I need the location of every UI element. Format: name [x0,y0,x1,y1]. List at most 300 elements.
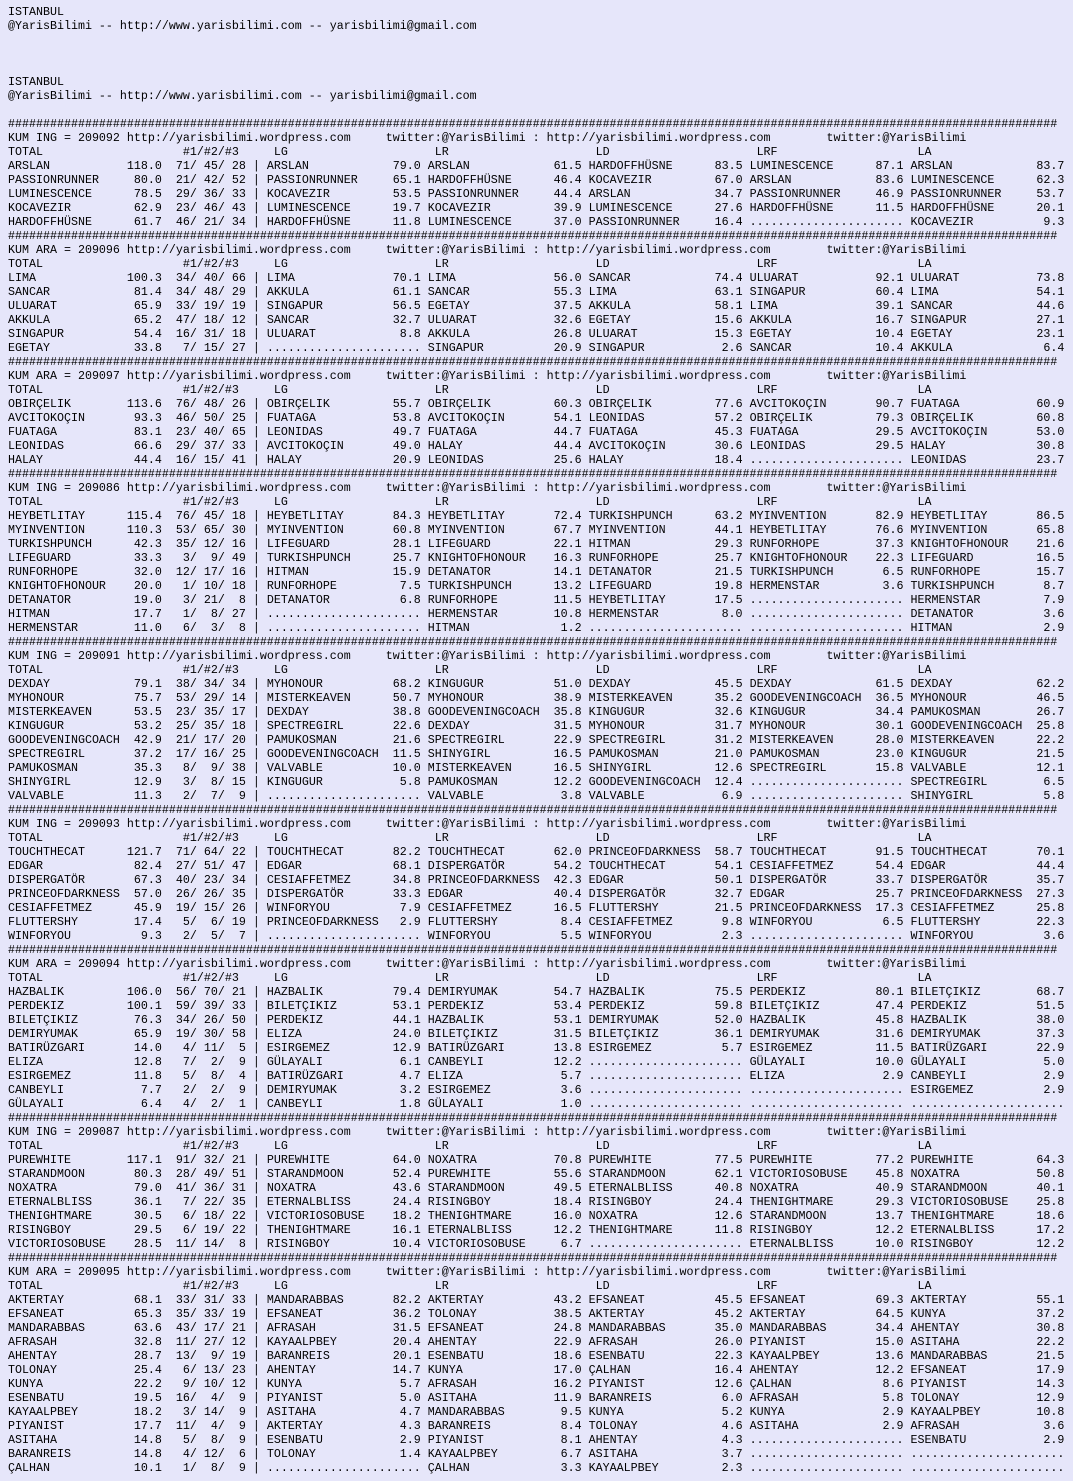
table-row [8,551,1064,565]
horse-name: TURKISHPUNCH [8,537,120,551]
spacing [421,1335,428,1349]
lrf-horse-name: TURKISHPUNCH [749,565,862,579]
table-row [8,173,1064,187]
twitter-handle: twitter:@YarisBilimi [385,649,526,663]
lr-horse-name: TOUCHTHECAT [427,845,540,859]
spacing [449,971,596,985]
separator-line [8,467,1064,481]
lr-score: 8.1 [539,1433,582,1447]
ld-empty-filler: ...................... [588,1083,743,1097]
column-header-lrf: LRF [756,1279,778,1293]
lg-score: 50.7 [378,691,421,705]
lg-horse-name: CESIAFFETMEZ [266,873,379,887]
table-row [8,215,1064,229]
ld-score: 9.8 [700,915,743,929]
la-score: 68.7 [1022,985,1065,999]
ld-horse-name: DEMIRYUMAK [588,1013,701,1027]
column-header-lr: LR [434,663,449,677]
spacing [778,1279,918,1293]
spacing [743,677,750,691]
site-link: http://yarisbilimi.wordpress.com [546,481,771,495]
ld-horse-name: SINGAPUR [588,341,701,355]
place-counts: 5/ 8/ 4 [161,1069,246,1083]
horse-name: VALVABLE [8,789,120,803]
lrf-horse-name: GÜLAYALI [749,1055,862,1069]
divider: : [525,1265,547,1279]
column-header-lrf: LRF [756,257,778,271]
lr-score: 16.2 [539,1377,582,1391]
lg-score: 6.1 [378,1055,421,1069]
separator: ###################################################################################################################################################### [8,1251,1058,1265]
spacing [582,1041,589,1055]
lr-score: 43.2 [539,1293,582,1307]
ld-score: 16.4 [700,1363,743,1377]
spacing [421,621,428,635]
total-score: 11.8 [119,1069,162,1083]
lrf-score: 2.9 [861,1069,904,1083]
spacing [421,1223,428,1237]
column-header-lr: LR [434,383,449,397]
horse-name: AVCITOKOÇIN [8,411,120,425]
total-score: 11.0 [119,621,162,635]
spacing [43,1139,183,1153]
lg-horse-name: TURKISHPUNCH [266,551,379,565]
lrf-score: 80.1 [861,985,904,999]
spacing [582,551,589,565]
la-score: 25.8 [1022,1195,1065,1209]
spacing [743,719,750,733]
lr-score: 18.6 [539,1349,582,1363]
ld-score: 29.3 [700,537,743,551]
spacing [743,1083,750,1097]
total-score: 121.7 [119,845,162,859]
place-counts: 13/ 9/ 19 [161,1349,246,1363]
ld-score: 63.2 [700,509,743,523]
ld-horse-name: EFSANEAT [588,1293,701,1307]
la-score: 2.9 [1022,621,1065,635]
spacing [582,1461,589,1475]
separator-line [8,355,1064,369]
separator: ###################################################################################################################################################### [8,229,1058,243]
spacing [771,131,827,145]
lr-horse-name: RISINGBOY [427,1195,540,1209]
horse-name: LIFEGUARD [8,551,120,565]
lg-score: 53.5 [378,187,421,201]
lr-score: 37.5 [539,299,582,313]
table-row [8,327,1064,341]
horse-name: AFRASAH [8,1335,120,1349]
lrf-empty-filler: ...................... [749,789,904,803]
spacing [743,453,750,467]
total-score: 65.3 [119,1307,162,1321]
horse-name: HAZBALIK [8,985,120,999]
place-counts: 47/ 18/ 12 [161,313,246,327]
spacing [582,621,589,635]
lrf-horse-name: SANCAR [749,341,862,355]
spacing [288,831,435,845]
ld-score: 67.0 [700,173,743,187]
spacing [582,285,589,299]
column-divider: | [245,747,267,761]
spacing [43,257,183,271]
spacing [421,1377,428,1391]
table-row [8,705,1064,719]
la-horse-name: ARSLAN [910,159,1023,173]
spacing [743,215,750,229]
total-score: 7.7 [119,1083,162,1097]
la-horse-name: FUATAGA [910,397,1023,411]
place-counts: 53/ 65/ 30 [161,523,246,537]
race-title-line [8,1265,1064,1279]
table-row [8,1013,1064,1027]
lrf-horse-name: HAZBALIK [749,1013,862,1027]
ld-horse-name: FLUTTERSHY [588,901,701,915]
spacing [421,411,428,425]
column-header-line [8,831,1064,845]
spacing [582,215,589,229]
la-score: 6.4 [1022,341,1065,355]
place-counts: 3/ 8/ 15 [161,775,246,789]
spacing [582,1027,589,1041]
lrf-horse-name: LEONIDAS [749,439,862,453]
spacing [743,845,750,859]
spacing [582,719,589,733]
lr-horse-name: PAMUKOSMAN [427,775,540,789]
total-score: 100.1 [119,999,162,1013]
column-divider: | [245,859,267,873]
ld-horse-name: MISTERKEAVEN [588,691,701,705]
ld-horse-name: PIYANIST [588,1377,701,1391]
lg-horse-name: BATIRÜZGARI [266,1069,379,1083]
la-horse-name: LEONIDAS [910,453,1023,467]
la-score: 83.7 [1022,159,1065,173]
total-score: 115.4 [119,509,162,523]
ld-horse-name: DETANATOR [588,565,701,579]
lr-horse-name: TOLONAY [427,1307,540,1321]
la-horse-name: GOODEVENINGCOACH [910,719,1023,733]
la-score: 12.1 [1022,761,1065,775]
la-score: 21.5 [1022,1349,1065,1363]
lr-score: 62.0 [539,845,582,859]
ld-horse-name: SHINYGIRL [588,761,701,775]
table-row [8,523,1064,537]
lr-horse-name: STARANDMOON [427,1181,540,1195]
place-counts: 3/ 14/ 9 [161,1405,246,1419]
spacing [582,705,589,719]
column-divider: | [245,411,267,425]
lg-horse-name: MANDARABBAS [266,1293,379,1307]
la-horse-name: DEXDAY [910,677,1023,691]
lg-horse-name: AKKULA [266,285,379,299]
column-divider: | [245,551,267,565]
spacing [743,985,750,999]
horse-name: TOLONAY [8,1363,120,1377]
lr-score: 12.2 [539,1223,582,1237]
ld-horse-name: SPECTREGIRL [588,733,701,747]
spacing [351,817,386,831]
la-score: 2.9 [1022,1433,1065,1447]
table-row [8,187,1064,201]
place-counts: 6/ 19/ 22 [161,1223,246,1237]
table-row [8,397,1064,411]
la-score: 14.3 [1022,1377,1065,1391]
table-row [8,1307,1064,1321]
ld-score: 63.1 [700,285,743,299]
spacing [421,761,428,775]
column-divider: | [245,1447,267,1461]
spacing [421,1195,428,1209]
spacing [582,579,589,593]
lg-horse-name: LIFEGUARD [266,537,379,551]
la-score: 3.6 [1022,929,1065,943]
horse-name: DISPERGATÖR [8,873,120,887]
column-divider: | [245,453,267,467]
la-score: 53.0 [1022,425,1065,439]
lg-horse-name: WINFORYOU [266,901,379,915]
lg-horse-name: ETERNALBLISS [266,1195,379,1209]
ld-score: 21.0 [700,747,743,761]
la-horse-name: EGETAY [910,327,1023,341]
spacing [743,1461,750,1475]
lr-score: 37.0 [539,215,582,229]
la-score: 30.8 [1022,439,1065,453]
lrf-score: 82.9 [861,509,904,523]
column-divider: | [245,1307,267,1321]
la-horse-name: LIFEGUARD [910,551,1023,565]
la-horse-name: PERDEKIZ [910,999,1023,1013]
lg-horse-name: PASSIONRUNNER [266,173,379,187]
la-score: 5.0 [1022,1055,1065,1069]
lrf-score: 16.7 [861,313,904,327]
column-divider: | [245,705,267,719]
ld-score: 36.1 [700,1027,743,1041]
table-row [8,1195,1064,1209]
spacing [743,1013,750,1027]
race-title-line [8,369,1064,383]
column-header-total: TOTAL [8,1139,43,1153]
horse-name: ASITAHA [8,1433,120,1447]
spacing [421,523,428,537]
column-header-lrf: LRF [756,145,778,159]
lrf-horse-name: HEYBETLITAY [749,523,862,537]
place-counts: 4/ 12/ 6 [161,1447,246,1461]
lg-horse-name: VALVABLE [266,761,379,775]
lg-score: 1.4 [378,1447,421,1461]
lr-horse-name: LUMINESCENCE [427,215,540,229]
column-header-line [8,1139,1064,1153]
horse-name: DEXDAY [8,677,120,691]
ld-score: 40.8 [700,1181,743,1195]
spacing [582,313,589,327]
spacing [778,971,918,985]
table-row [8,159,1064,173]
lg-horse-name: DEXDAY [266,705,379,719]
place-counts: 2/ 2/ 9 [161,1083,246,1097]
spacing [582,1377,589,1391]
horse-name: KINGUGUR [8,719,120,733]
column-header-ld: LD [595,971,610,985]
place-counts: 12/ 17/ 16 [161,565,246,579]
lr-score: 11.9 [539,1391,582,1405]
place-counts: 8/ 9/ 38 [161,761,246,775]
horse-name: STARANDMOON [8,1167,120,1181]
place-counts: 17/ 16/ 25 [161,747,246,761]
lrf-empty-filler: ...................... [749,1433,904,1447]
lg-horse-name: LEONIDAS [266,425,379,439]
spacing [582,985,589,999]
spacing [582,1055,589,1069]
lr-horse-name: GÜLAYALI [427,1097,540,1111]
lr-horse-name: WINFORYOU [427,929,540,943]
column-header-lg: LG [273,1279,288,1293]
lrf-horse-name: ELIZA [749,1069,862,1083]
lr-horse-name: BARANREIS [427,1419,540,1433]
lrf-empty-filler: ...................... [749,1461,904,1475]
lg-horse-name: HITMAN [266,565,379,579]
la-score: 10.8 [1022,1405,1065,1419]
column-divider: | [245,1097,267,1111]
spacing [582,607,589,621]
lrf-horse-name: LUMINESCENCE [749,159,862,173]
lrf-score: 36.5 [861,691,904,705]
la-score: 3.6 [1022,1419,1065,1433]
column-divider: | [245,271,267,285]
spacing [120,817,127,831]
ld-horse-name: TOUCHTHECAT [588,859,701,873]
la-score: 22.9 [1022,1041,1065,1055]
ld-horse-name: KUNYA [588,1405,701,1419]
site-link: http://yarisbilimi.wordpress.com [126,1265,351,1279]
ld-score: 83.5 [700,159,743,173]
horse-name: GÜLAYALI [8,1097,120,1111]
total-score: 54.4 [119,327,162,341]
horse-name: PRINCEOFDARKNESS [8,887,120,901]
place-counts: 9/ 10/ 12 [161,1377,246,1391]
column-header-line [8,495,1064,509]
column-divider: | [245,299,267,313]
ld-horse-name: GOODEVENINGCOACH [588,775,701,789]
lrf-empty-filler: ...................... [749,593,904,607]
lrf-horse-name: VICTORIOSOBUSE [749,1167,862,1181]
spacing [421,565,428,579]
lr-horse-name: HEYBETLITAY [427,509,540,523]
la-horse-name: MYHONOUR [910,691,1023,705]
lrf-empty-filler: ...................... [749,453,904,467]
table-row [8,887,1064,901]
twitter-handle: twitter:@YarisBilimi [826,243,967,257]
ld-score: 26.0 [700,1335,743,1349]
lr-horse-name: MANDARABBAS [427,1405,540,1419]
spacing [421,1237,428,1251]
lrf-score: 11.5 [861,1041,904,1055]
la-score: 5.8 [1022,789,1065,803]
column-divider: | [245,1335,267,1349]
column-header-lrf: LRF [756,971,778,985]
total-score: 18.2 [119,1405,162,1419]
race-title-line [8,481,1064,495]
place-counts: 19/ 30/ 58 [161,1027,246,1041]
lrf-horse-name: HARDOFFHÜSNE [749,201,862,215]
column-header-lrf: LRF [756,663,778,677]
spacing [582,1293,589,1307]
column-header-places: #1/#2/#3 [182,663,239,677]
column-divider: | [245,285,267,299]
place-counts: 41/ 36/ 31 [161,1181,246,1195]
lrf-horse-name: CESIAFFETMEZ [749,859,862,873]
lr-horse-name: KINGUGUR [427,677,540,691]
spacing [351,1265,386,1279]
lrf-score: 31.6 [861,1027,904,1041]
spacing [582,565,589,579]
column-header-ld: LD [595,1139,610,1153]
lr-score: 49.5 [539,1181,582,1195]
lr-horse-name: SANCAR [427,285,540,299]
la-score: 50.8 [1022,1167,1065,1181]
spacing [582,201,589,215]
horse-name: HEYBETLITAY [8,509,120,523]
lrf-horse-name: TOUCHTHECAT [749,845,862,859]
spacing [421,985,428,999]
spacing [743,859,750,873]
horse-name: PIYANIST [8,1419,120,1433]
la-score: 44.6 [1022,299,1065,313]
la-horse-name: HITMAN [910,621,1023,635]
race-title-line [8,817,1064,831]
la-horse-name: AKKULA [910,341,1023,355]
place-counts: 29/ 36/ 33 [161,187,246,201]
lg-score: 6.8 [378,593,421,607]
lr-score: 26.8 [539,327,582,341]
divider: : [525,1125,547,1139]
spacing [743,1321,750,1335]
column-header-line [8,663,1064,677]
horse-name: KAYAALPBEY [8,1405,120,1419]
spacing [421,775,428,789]
table-row [8,733,1064,747]
spacing [421,1153,428,1167]
lrf-score: 12.2 [861,1223,904,1237]
ld-score: 52.0 [700,1013,743,1027]
spacing [743,1097,750,1111]
separator: ###################################################################################################################################################### [8,803,1058,817]
total-score: 28.5 [119,1237,162,1251]
ld-score: 21.5 [700,901,743,915]
total-score: 81.4 [119,285,162,299]
lg-score: 49.0 [378,439,421,453]
ld-horse-name: WINFORYOU [588,929,701,943]
lg-horse-name: CANBEYLI [266,1097,379,1111]
la-score: 73.8 [1022,271,1065,285]
spacing [421,397,428,411]
lrf-score: 39.1 [861,299,904,313]
la-score: 70.1 [1022,845,1065,859]
table-row [8,775,1064,789]
lr-score: 16.0 [539,1209,582,1223]
column-header-la: LA [917,1279,932,1293]
lrf-score: 13.7 [861,1209,904,1223]
column-divider: | [245,1433,267,1447]
la-score: 51.5 [1022,999,1065,1013]
lg-horse-name: THENIGHTMARE [266,1223,379,1237]
place-counts: 6/ 3/ 8 [161,621,246,635]
ld-horse-name: BARANREIS [588,1391,701,1405]
lr-horse-name: VALVABLE [427,789,540,803]
lr-score: 46.4 [539,173,582,187]
spacing [743,425,750,439]
horse-name: HITMAN [8,607,120,621]
la-horse-name: HAZBALIK [910,1013,1023,1027]
twitter-handle: twitter:@YarisBilimi [385,1265,526,1279]
